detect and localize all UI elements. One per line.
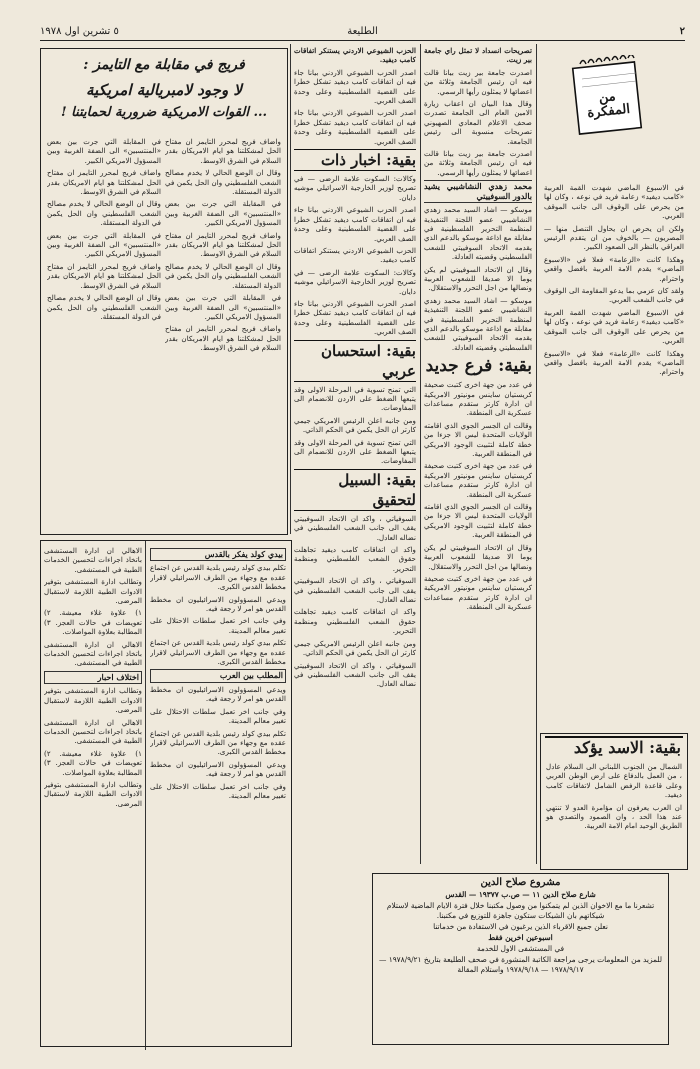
path-heading: بقية: السبيل لتحقيق [294, 469, 416, 511]
paragraph: في المقابلة التي جرت بين بعض «المنتسبين» الى الضفة الغربية وبين المسؤول الامريكي الكبير. [165, 199, 281, 228]
notice-line: نعلن جميع الاقرباء الذين يرغبون في الاستفادة من خدماتنا [433, 922, 608, 931]
column-divider [420, 44, 421, 864]
paragraph: واضاف فريج لمحرر التايمز ان مفتاح الحل لمشكلتنا هو ايام الامريكان بقدر السلام في الشرق الاوسط. [165, 137, 281, 165]
assad-heading: بقية: الاسد يؤكد [573, 738, 681, 757]
paragraph: اصدرت جامعة بير زيت بيانا قالت فيه ان رئيس الجامعة وثلاثة من اعضائها لا يمثلون رأيها الرسمي. [424, 149, 532, 177]
assad-box [540, 733, 688, 870]
paragraph: اصدرت جامعة بير زيت بيانا قالت فيه ان رئيس الجامعة وثلاثة من اعضائها لا يمثلون رأيها الرسمي. [424, 67, 532, 96]
paragraph: ويدعي المسؤولون الاسرائيليون ان مخطط القدس هو امر لا رجعة فيه. [150, 684, 286, 704]
salah-eddin-notice [372, 873, 669, 1045]
paragraph: وتطالب ادارة المستشفى بتوفير الادوات الطبية اللازمة لاستقبال المرضى. [44, 779, 142, 808]
paragraph: واضاف فريج لمحرر التايمز ان مفتاح الحل لمشكلتنا هو ايام الامريكان بقدر السلام في الشرق الاوسط. [165, 230, 281, 259]
paragraph: وقال ان الوضع الحالي لا يخدم مصالح الشعب الفلسطيني وان الحل يكمن في الدولة المستقلة. [47, 293, 161, 321]
paragraph: ولكن ان يحرص ان يحاول التنصل منها — المصريون — بالخوف من ان يتقدم الرئيس العراقي بالنظر الى الصعود الكبير. [544, 223, 684, 252]
freij-interview-box [40, 48, 288, 535]
issue-date: ٥ تشرين اول ١٩٧٨ [40, 26, 119, 37]
paragraph: اصدر الحزب الشيوعي الاردني بيانا جاء فيه ان اتفاقات كامب ديفيد تشكل خطرا على القضية الفلسطينية وعلى وحدة الصف العربي. [294, 67, 416, 106]
notice-footer: للمزيد من المعلومات يرجى مراجعة الكاتبة المنشورة في صحف الطليعة بتاريخ ١٩٧٨/٩/٢١ — ١٩٧٨/٩/١٧ — ١٩٧٨/٩/١٨ واستلام المقالة [378, 955, 662, 974]
paragraph: ويدعي المسؤولون الاسرائيليون ان مخطط القدس هو امر لا رجعة فيه. [150, 594, 286, 614]
paragraph: واكد ان اتفاقات كامب ديفيد تجاهلت حقوق الشعب الفلسطيني ومنظمة التحرير. [294, 545, 416, 573]
notice-line: في المستشفى الاول للخدمة [476, 944, 565, 953]
box-rule [545, 736, 683, 738]
paragraph: موسكو — اشاد السيد محمد زهدي النشاشيبي عضو اللجنة التنفيذية لمنظمة التحرير الفلسطينية في مقابلة مع اذاعة موسكو بالدعم الذي يقدمه الاتحاد السوفييتي للشعب الفلسطيني وقضيته العادلة. [424, 295, 532, 352]
notebook-icon-label: من المفكرة [586, 89, 631, 122]
paragraph: اصدر الحزب الشيوعي الاردني بيانا جاء فيه ان اتفاقات كامب ديفيد تشكل خطرا على القضية الفلسطينية وعلى وحدة الصف العربي. [294, 108, 416, 146]
paragraph: تكلم بيدي كولد رئيس بلدية القدس عن اجتماع عقده مع وجهاء من الطرف الاسرائيلي لاقرار مخطط القدس الكبرى. [150, 728, 286, 757]
section-title: الطليعة [347, 26, 378, 37]
paragraph: في المقابلة التي جرت بين بعض «المنتسبين» الى الضفة الغربية وبين المسؤول الامريكي الكبير. [47, 137, 161, 165]
paragraph: السوفياتي ، واكد ان الاتحاد السوفييتي يقف الى جانب الشعب الفلسطيني في نضاله العادل. [294, 513, 416, 542]
freij-title-line1: فريج في مقابلة مع التايمز : [83, 57, 245, 73]
paragraph: وتطالب ادارة المستشفى بتوفير الادوات الطبية اللازمة لاستقبال المرضى. [44, 686, 142, 715]
paragraph: واضاف فريج لمحرر التايمز ان مفتاح الحل لمشكلتنا هو ايام الامريكان بقدر السلام في الشرق الاوسط. [47, 168, 161, 197]
paragraph: في الاسبوع الماضي شهدت القمة العربية «كامب ديفيد» زعامة فريد في نوعه ، وكان لها من يحرص على الوقوف الى جانب الموقف العربي. [544, 307, 684, 346]
paragraph: في عدد من جهة اخرى كتبت صحيفة كريستيان ساينس مونيتور الامريكية ان ادارة كارتر ستقدم مساعدات عسكرية الى المنطقة. [424, 573, 532, 612]
right-column-article [544, 183, 684, 733]
bottom-left-col-right [150, 546, 286, 1042]
paragraph: في المقابلة التي جرت بين بعض «المنتسبين» الى الضفة الغربية وبين المسؤول الامريكي الكبير. [47, 230, 161, 259]
paragraph: اصدر الحزب الشيوعي الاردني بيانا جاء فيه ان اتفاقات كامب ديفيد تشكل خطرا على القضية الفلسطينية وعلى وحدة الصف العربي. [294, 298, 416, 337]
paragraph: ١) علاوة غلاء معيشة. ٢) تعويضات في حالات العجز. ٣) المطالبة بعلاوة المواصلات. [44, 748, 142, 777]
freij-title-line2: لا وجود لامبريالية امريكية [86, 81, 242, 99]
paragraph: ومن جانبه اعلن الرئيس الامريكي جيمي كارتر ان الحل يكمن في الحكم الذاتي. [294, 638, 416, 658]
paragraph: وقال ان الوضع الحالي لا يخدم مصالح الشعب الفلسطيني وان الحل يكمن في الدولة المستقلة. [47, 199, 161, 228]
nashashibi-heading: محمد زهدي النشاشيبي يشيد بالدور السوفييتي [424, 180, 532, 203]
paragraph: وقالت ان الجسر الجوي الذي اقامته الولايات المتحدة ليس الا جزءا من خطة كاملة لتثبيت الوجود الامريكي في المنطقة العربية. [424, 502, 532, 540]
notebook-icon [570, 55, 645, 135]
paragraph: واضاف فريج لمحرر التايمز ان مفتاح الحل لمشكلتنا هو ايام الامريكان بقدر السلام في الشرق الاوسط. [47, 261, 161, 290]
paragraph: السوفياتي ، واكد ان الاتحاد السوفييتي يقف الى جانب الشعب الفلسطيني في نضاله العادل. [294, 660, 416, 689]
notice-title: مشروع صلاح الدين [480, 877, 561, 888]
paragraph: الحزب الشيوعي الاردني يستنكر اتفاقات كامب ديفيد. [294, 245, 416, 265]
strike-heading: اختلاف احبار [44, 671, 142, 684]
paragraph: الاهالي ان ادارة المستشفى باتخاذ اجراءات لتحسين الخدمات الطبية في المستشفى. [44, 717, 142, 746]
notice-body: تشعرنا ما مع الاخوان الذين لم يتمكنوا من وصول مكتبنا خلال فترة الايام الماضية لاستلام شيكاتهم بان الشيكات ستكون جاهزة للتوزيع في مكتبنا. [386, 901, 655, 920]
paragraph: موسكو — اشاد السيد محمد زهدي النشاشيبي عضو اللجنة التنفيذية لمنظمة التحرير الفلسطينية في مقابلة مع اذاعة موسكو بالدعم الذي يقدمه الاتحاد السوفييتي للشعب الفلسطيني وقضيته العادلة. [424, 205, 532, 262]
notice-address: شارع صلاح الدين ١١ — ص.ب ١٩٣٧٧ — القدس [445, 890, 596, 899]
paragraph: ولقد كان عزمي بما يدعو المقاومة الى الوقوف في جانب الشعب العربي. [544, 286, 684, 305]
paragraph: وفي جانب اخر تعمل سلطات الاحتلال على تغيير معالم المدينة. [150, 616, 286, 635]
paragraph: ويدعي المسؤولون الاسرائيليون ان مخطط القدس هو امر لا رجعة فيه. [150, 759, 286, 779]
paragraph: الحزب الشيوعي الاردني يستنكر اتفاقات كامب ديفيد. [294, 46, 416, 65]
paragraph: تصريحات انسداد لا تمثل راي جامعة بير زيت. [424, 46, 532, 65]
paragraph: في المقابلة التي جرت بين بعض «المنتسبين» الى الضفة الغربية وبين المسؤول الامريكي الكبير. [165, 293, 281, 321]
freij-col-left [47, 137, 161, 527]
paragraph: واكد ان اتفاقات كامب ديفيد تجاهلت حقوق الشعب الفلسطيني ومنظمة التحرير. [294, 607, 416, 636]
paragraph: واضاف فريج لمحرر التايمز ان مفتاح الحل لمشكلتنا هو ايام الامريكان بقدر السلام في الشرق الاوسط. [165, 324, 281, 353]
paragraph: وقال هذا البيان ان اعقاب زيارة الامين العام الى الجامعة تصدرت صحف الاعلام المعادي الصهيوني تصريحات منسوبة الى رئيس الجامعة. [424, 99, 532, 146]
paragraph: وكالات: السكوت علامة الرضى — في تصريح لوزير الخارجية الاسرائيلي موشيه دايان. [294, 267, 416, 296]
paragraph: اصدر الحزب الشيوعي الاردني بيانا جاء فيه ان اتفاقات كامب ديفيد تشكل خطرا على القضية الفلسطينية وعلى وحدة الصف العربي. [294, 205, 416, 243]
paragraph: في عدد من جهة اخرى كتبت صحيفة كريستيان ساينس مونيتور الامريكية ان ادارة كارتر ستقدم مساعدات عسكرية الى المنطقة. [424, 380, 532, 418]
paragraph: السوفياتي ، واكد ان الاتحاد السوفييتي يقف الى جانب الشعب الفلسطيني في نضاله العادل. [294, 576, 416, 605]
page-header [40, 26, 685, 41]
paragraph: وهكذا كانت «الزعامة» فعلا في «الاسبوع الماضي» يقدم الامة العربية بافضل واقعي واحترام. [544, 348, 684, 377]
arab-approval-heading: بقية: استحسان عربي [294, 340, 416, 382]
new-branch-heading: بقية: فرع جديد [425, 356, 532, 377]
column-divider [290, 44, 291, 534]
bottom-left-col-left [44, 546, 142, 1042]
paragraph: الاهالي ان ادارة المستشفى باتخاذ اجراءات لتحسين الخدمات الطبية في المستشفى. [44, 639, 142, 668]
paragraph: وقال ان الوضع الحالي لا يخدم مصالح الشعب الفلسطيني وان الحل يكمن في الدولة المستقلة. [165, 168, 281, 197]
paragraph: التي تمنح تسوية في المرحلة الاولى وقد يتبعها الضغط على الاردن للانضمام الى المفاوضات. [294, 384, 416, 413]
paragraph: وكالات: السكوت علامة الرضى — في تصريح لوزير الخارجية الاسرائيلي موشيه دايان. [294, 174, 416, 202]
paragraph: ان العرب يعرفون ان مؤامرة العدو لا تنتهي عند هذا الحد ، وان الصمود والتصدي هو الطريق الوحيد امام الامة العربية. [546, 802, 682, 831]
paragraph: في الاسبوع الماضي شهدت القمة العربية «كامب ديفيد» زعامة فريد في نوعه ، وكان لها من يحرص على الوقوف الى جانب الموقف العربي. [544, 183, 684, 221]
paragraph: وفي جانب اخر تعمل سلطات الاحتلال على تغيير معالم المدينة. [150, 706, 286, 726]
page-number: ٢ [679, 26, 685, 37]
left-middle-column [294, 46, 416, 866]
freij-title-line3: ... القوات الامريكية ضرورية لحمايتنا ! [60, 105, 268, 120]
notice-line: اسبوعين اخرين فقط [488, 933, 553, 942]
paragraph: وتطالب ادارة المستشفى بتوفير الادوات الطبية اللازمة لاستقبال المرضى. [44, 577, 142, 606]
paragraph: تكلم بيدي كولد رئيس بلدية القدس عن اجتماع عقده مع وجهاء من الطرف الاسرائيلي لاقرار مخطط القدس الكبرى. [150, 638, 286, 667]
middle-column-article [424, 46, 532, 866]
paragraph: ١) علاوة غلاء معيشة. ٢) تعويضات في حالات العجز. ٣) المطالبة بعلاوة المواصلات. [44, 608, 142, 637]
mayor-heading: بيدي كولد يفكر بالقدس [150, 548, 286, 561]
demand-heading: المطلب بين العرب [150, 669, 286, 682]
paragraph: وفي جانب اخر تعمل سلطات الاحتلال على تغيير معالم المدينة. [150, 781, 286, 800]
news-heading: بقية: اخبار ذات [294, 149, 416, 171]
paragraph: في عدد من جهة اخرى كتبت صحيفة كريستيان ساينس مونيتور الامريكية ان ادارة كارتر ستقدم مساعدات عسكرية الى المنطقة. [424, 461, 532, 499]
paragraph: التي تمنح تسوية في المرحلة الاولى وقد يتبعها الضغط على الاردن للانضمام الى المفاوضات. [294, 437, 416, 466]
paragraph: تكلم بيدي كولد رئيس بلدية القدس عن اجتماع عقده مع وجهاء من الطرف الاسرائيلي لاقرار مخطط القدس الكبرى. [150, 563, 286, 592]
paragraph: وقالت ان الجسر الجوي الذي اقامته الولايات المتحدة ليس الا جزءا من خطة كاملة لتثبيت الوجود الامريكي في المنطقة العربية. [424, 420, 532, 459]
column-divider [536, 44, 537, 864]
paragraph: ومن جانبه اعلن الرئيس الامريكي جيمي كارتر ان الحل يكمن في الحكم الذاتي. [294, 415, 416, 435]
paragraph: الشمال من الجنوب اللبناني الى السلام عادل ، من العمل بالدفاع على ارض الوطن العربي وعلى قاعدة الرفض الشامل لاتفاقات كامب ديفيد. [546, 762, 682, 800]
paragraph: وقال ان الاتحاد السوفييتي لم يكن يوما الا صديقا للشعوب العربية ونضالها من اجل التحرر والاستقلال. [424, 264, 532, 293]
paragraph: الاهالي ان ادارة المستشفى باتخاذ اجراءات لتحسين الخدمات الطبية في المستشفى. [44, 546, 142, 574]
freij-col-right [165, 137, 281, 527]
paragraph: وقال ان الوضع الحالي لا يخدم مصالح الشعب الفلسطيني وان الحل يكمن في الدولة المستقلة. [165, 261, 281, 290]
paragraph: وهكذا كانت «الزعامة» فعلا في «الاسبوع الماضي» يقدم الامة العربية بافضل واقعي واحترام. [544, 254, 684, 283]
paragraph: وقال ان الاتحاد السوفييتي لم يكن يوما الا صديقا للشعوب العربية ونضالها من اجل التحرر والاستقلال. [424, 542, 532, 571]
